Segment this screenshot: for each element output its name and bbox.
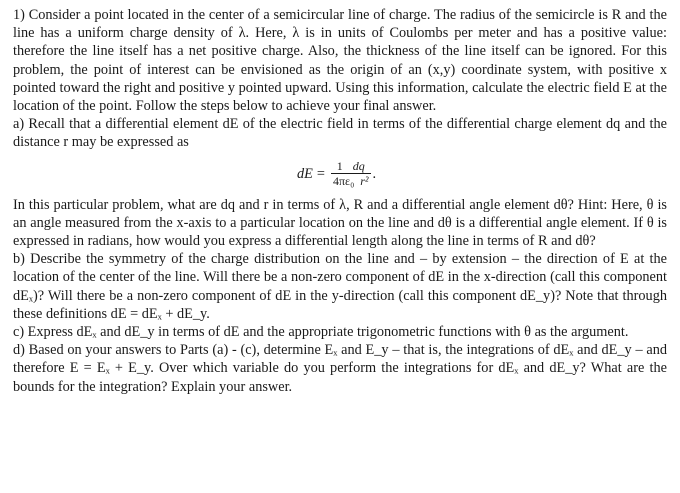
part-a-intro-text: a) Recall that a differential element dE of the electric field in terms of the differential charge element dq and the distance r may be expressed as <box>13 116 667 151</box>
formula-trail: . <box>372 165 377 182</box>
formula-lhs: dE <box>297 165 313 182</box>
formula-numerator <box>335 159 367 173</box>
problem-parts <box>13 196 667 396</box>
part-a-question-text: In this particular problem, what are dq and r in terms of λ, R and a differential angle element dθ? Hint: Here, θ is an angle measured from the x-axis to a particular location on the line and dθ is a differential angle element. If θ is expressed in radians, how would you express a differential length along the line in terms of R and dθ? <box>13 196 667 250</box>
part-b-text: b) Describe the symmetry of the charge distribution on the line and – by extension – the direction of E at the location of the center of the line. Will there be a non-zero component of dE in the x-direction (call this component dEₓ)? Will there be a non-zero component of dE in the y-direction (call this component dE_y)? Note that through these definitions dE = dEₓ + dE_y. <box>13 251 667 322</box>
formula-equals: = <box>316 165 325 182</box>
electric-field-formula <box>297 156 376 192</box>
part-c-text: c) Express dEₓ and dE_y in terms of dE and the appropriate trigonometric functions with θ as the argument. <box>13 324 629 341</box>
formula-fraction <box>331 159 371 188</box>
part-d-text: d) Based on your answers to Parts (a) - (c), determine Eₓ and E_y – that is, the integrations of dEₓ and dE_y – and therefore E = Eₓ + E_y. Over which variable do you perform the integrations for dEₓ and dE_y? What are the bounds for the integration? Explain your answer. <box>13 342 667 395</box>
problem-intro-text: 1) Consider a point located in the center of a semicircular line of charge. The radius of the semicircle is R and the line has a uniform charge density of λ. Here, λ is in units of Coulombs per meter and has a positive value: therefore the line itself has a net positive charge. Also, the thickness of the line itself can be ignored. For this problem, the point of interest can be envisioned as the origin of an (x,y) coordinate system, with positive x pointed toward the right and positive y pointed upward. Using this information, calculate the electric field E at the location of the point. Follow the steps below to achieve your final answer. <box>13 7 667 115</box>
formula-num-right: dq <box>352 159 365 174</box>
formula-num-left: 1 <box>336 159 343 174</box>
problem-intro-paragraph <box>13 6 667 152</box>
formula-den-right: r² <box>360 174 369 189</box>
formula-denominator <box>331 173 371 188</box>
electric-field-formula-block <box>13 152 667 196</box>
formula-den-left: 4πε₀ <box>332 174 355 189</box>
